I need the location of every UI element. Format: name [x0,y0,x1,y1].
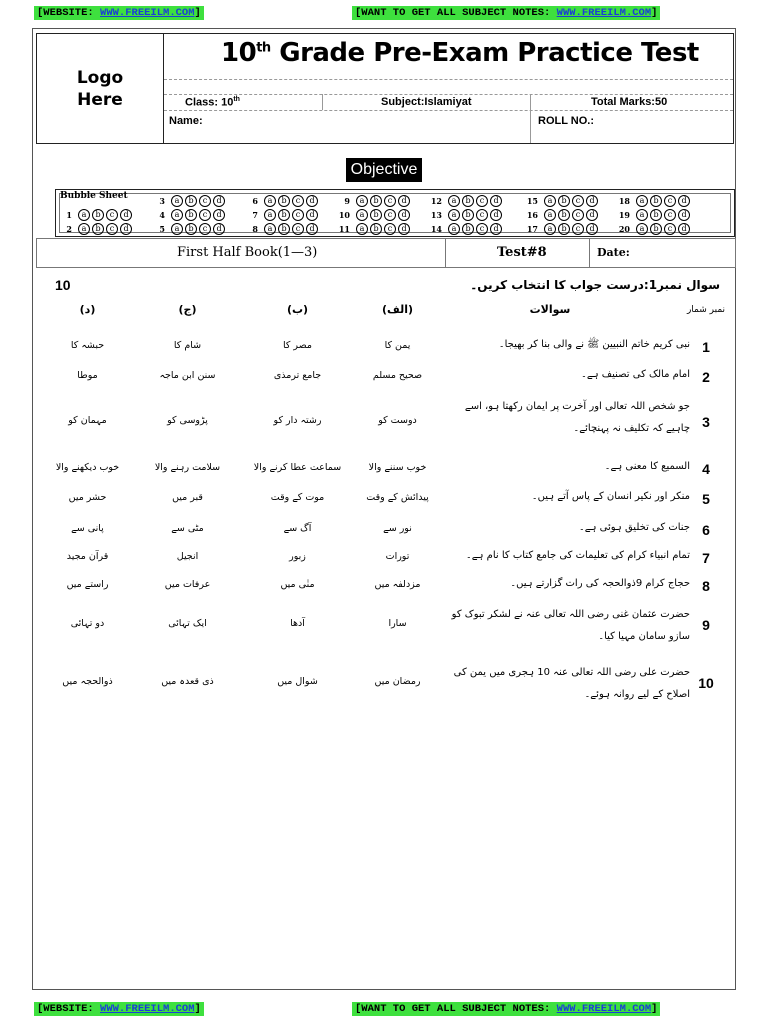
bubble-question [151,208,227,221]
bubble-question-number: 5 [159,223,165,234]
bubble-option[interactable]: c [476,195,488,207]
bubble-option[interactable]: c [664,209,676,221]
bubble-option[interactable]: c [292,195,304,207]
option-d[interactable]: ذوالحجہ میں [62,676,113,687]
section-heading: سوال نمبر1:درست جواب کا انتخاب کریں۔ [470,278,720,292]
title-superscript: th [256,40,271,56]
bubble-question-number: 3 [159,195,165,206]
bubble-question-number: 11 [338,223,350,234]
bubble-option[interactable]: b [650,209,662,221]
bubble-option[interactable]: d [490,195,502,207]
bubble-question [524,208,600,221]
bubble-option[interactable]: d [213,209,225,221]
option-d[interactable]: دو تہائی [70,618,105,629]
bubble-option[interactable]: c [572,195,584,207]
option-d[interactable]: راستے میں [66,579,109,590]
bubble-option[interactable]: a [78,209,90,221]
bubble-question [428,208,504,221]
bubble-option[interactable]: a [171,223,183,235]
bubble-option[interactable]: c [476,209,488,221]
option-a[interactable]: یمن کا [384,340,411,351]
bubble-option[interactable]: b [650,195,662,207]
bubble-option[interactable]: a [544,223,556,235]
bubble-option[interactable]: c [384,195,396,207]
subject-field: Subject:Islamiyat [381,96,472,108]
option-b[interactable]: جامع ترمذی [273,370,322,381]
bubble-option[interactable]: c [292,209,304,221]
bubble-question [151,194,227,207]
bubble-option[interactable]: d [213,223,225,235]
banner-suffix: ] [651,1003,658,1015]
question-number: 10 [698,675,714,691]
bubble-question-number: 18 [618,195,630,206]
option-d[interactable]: مہمان کو [68,415,107,426]
bubble-option[interactable]: a [356,209,368,221]
header-divider [164,110,733,111]
option-d[interactable]: موطا [77,370,98,381]
bubble-question [58,208,134,221]
option-a[interactable]: سارا [388,618,407,629]
bubble-option[interactable]: b [462,223,474,235]
bubble-option[interactable]: a [448,223,460,235]
option-a[interactable]: پیدائش کے وقت [366,492,429,503]
website-link[interactable]: WWW.FREEILM.COM [100,1003,195,1015]
option-b[interactable]: زبور [289,551,306,562]
option-d[interactable]: پانی سے [71,523,104,534]
bubble-question-number: 19 [618,209,630,220]
bubble-option[interactable]: d [678,223,690,235]
bubble-question [58,222,134,235]
class-label: Class: 10 [185,96,234,109]
bubble-option[interactable]: b [185,223,197,235]
bubble-option[interactable]: b [650,223,662,235]
bubble-sheet-label: Bubble Sheet [60,191,128,201]
question-number: 1 [702,339,710,355]
bubble-option[interactable]: a [448,195,460,207]
question-number: 2 [702,369,710,385]
option-a[interactable]: مزدلفہ میں [374,579,421,590]
bubble-option[interactable]: d [490,223,502,235]
section-marks: 10 [55,277,71,293]
bubble-sheet [55,189,735,237]
bubble-option[interactable]: d [120,209,132,221]
bubble-option[interactable]: d [120,223,132,235]
cell-divider [530,94,531,143]
question-number: 4 [702,461,710,477]
bubble-option[interactable]: d [490,209,502,221]
bubble-option[interactable]: b [462,209,474,221]
option-b[interactable]: سماعت عطا کرنے والا [253,462,342,473]
option-d[interactable]: حبشہ کا [70,340,105,351]
bubble-question-number: 9 [344,195,350,206]
bubble-option[interactable]: b [278,223,290,235]
bubble-option[interactable]: d [398,223,410,235]
class-field [185,96,240,109]
website-banner-bottom [34,1002,204,1016]
bubble-option[interactable]: a [544,195,556,207]
bubble-option[interactable]: b [370,209,382,221]
bubble-question-number: 8 [252,223,258,234]
bubble-question-number: 7 [252,209,258,220]
info-divider [445,239,446,267]
title-number: 10 [221,38,257,68]
info-row [36,238,736,268]
notes-link[interactable]: WWW.FREEILM.COM [556,7,652,19]
question-number: 8 [702,578,710,594]
bubble-option[interactable]: c [476,223,488,235]
question-text: منکر اور نکیر انسان کے پاس آتے ہیں۔ [531,491,690,502]
bubble-question [616,222,692,235]
info-divider [589,239,590,267]
bubble-option[interactable]: c [199,209,211,221]
bubble-option[interactable]: b [185,209,197,221]
bubble-option[interactable]: a [636,223,648,235]
question-text: امام مالک کی تصنیف ہے۔ [580,369,690,380]
bubble-option[interactable]: c [572,209,584,221]
option-c[interactable]: انجیل [176,551,199,562]
header-divider [164,79,733,80]
option-b[interactable]: آدھا [290,618,305,629]
question-number: 7 [702,550,710,566]
bubble-option[interactable]: d [306,195,318,207]
bubble-question-number: 13 [430,209,442,220]
website-link[interactable]: WWW.FREEILM.COM [100,7,195,19]
option-b[interactable]: مصر کا [282,340,312,351]
question-number: 3 [702,414,710,430]
bubble-question-number: 1 [66,209,72,220]
logo-line-2: Here [77,89,123,110]
banner-suffix: ] [194,7,201,19]
question-text: جو شخص اللہ تعالی اور آخرت پر ایمان رکھتا ہو، اسے چاہیے کہ تکلیف نہ پہنچائے۔ [464,401,690,434]
logo-placeholder [37,34,164,143]
banner-prefix: [WEBSITE: [37,7,101,19]
bubble-option[interactable]: c [664,223,676,235]
banner-prefix: [WANT TO GET ALL SUBJECT NOTES: [355,7,557,19]
option-a[interactable]: رمضان میں [374,676,421,687]
bubble-option[interactable]: d [586,195,598,207]
question-text: جنات کی تخلیق ہوئی ہے۔ [578,522,690,533]
option-b[interactable]: منٰی میں [280,579,315,590]
bubble-question-number: 15 [526,195,538,206]
bubble-option[interactable]: b [92,223,104,235]
bubble-option[interactable]: a [264,223,276,235]
option-c[interactable]: شام کا [173,340,202,351]
option-c[interactable]: سنن ابن ماجہ [159,370,216,381]
bubble-question [524,194,600,207]
bubble-option[interactable]: a [636,195,648,207]
bubble-option[interactable]: b [278,209,290,221]
banner-suffix: ] [651,7,658,19]
option-d[interactable]: قرآن مجید [66,551,109,562]
bubble-question-number: 6 [252,195,258,206]
bubble-question [428,194,504,207]
bubble-option[interactable]: b [92,209,104,221]
bubble-question [336,194,412,207]
bubble-option[interactable]: a [544,209,556,221]
question-text: السمیع کا معنی ہے۔ [604,461,690,472]
bubble-question-number: 4 [159,209,165,220]
bubble-option[interactable]: b [558,195,570,207]
logo-line-1: Logo [76,67,124,88]
option-c[interactable]: پڑوسی کو [167,415,208,426]
question-text: حضرت علی رضی اللہ تعالی عنہ 10 ہجری میں یمن کی اصلاح کے لیے روانہ ہوئے۔ [453,667,690,700]
bubble-option[interactable]: a [171,195,183,207]
bubble-question-number: 12 [430,195,442,206]
name-field[interactable]: Name: [169,115,203,127]
col-questions-header: سوالات [529,303,571,316]
bubble-question-number: 20 [618,223,630,234]
question-text: حجاج کرام 9ذوالحجہ کی رات گزارتے ہیں۔ [510,578,690,589]
bubble-option[interactable]: c [106,223,118,235]
option-c[interactable]: سلامت رہنے والا [154,462,221,473]
col-d-header: (د) [79,303,96,316]
bubble-question [524,222,600,235]
date-field[interactable]: Date: [597,246,630,259]
bubble-option[interactable]: b [558,223,570,235]
question-number: 5 [702,491,710,507]
bubble-question [336,222,412,235]
option-c[interactable]: قبر میں [172,492,203,503]
bubble-option[interactable]: c [292,223,304,235]
bubble-option[interactable]: d [398,195,410,207]
question-text: حضرت عثمان غنی رضی اللہ تعالی عنہ نے لشکر تبوک کو سازو سامان مہیا کیا۔ [451,609,690,642]
option-c[interactable]: مٹی سے [171,523,204,534]
bubble-option[interactable]: a [356,195,368,207]
bubble-option[interactable]: d [678,195,690,207]
option-a[interactable]: خوب سننے والا [368,462,427,473]
bubble-option[interactable]: a [264,195,276,207]
page-title [221,38,699,68]
option-a[interactable]: دوست کو [378,415,417,426]
bubble-option[interactable]: a [78,223,90,235]
col-c-header: (ج) [178,303,197,316]
banner-prefix: [WEBSITE: [37,1003,101,1015]
question-number: 9 [702,617,710,633]
col-serial-header: نمبر شمار [686,305,726,315]
option-b[interactable]: موت کے وقت [270,492,325,503]
bubble-option[interactable]: d [678,209,690,221]
cell-divider [322,94,323,110]
option-c[interactable]: ایک تہائی [168,618,207,629]
banner-suffix: ] [194,1003,201,1015]
option-a[interactable]: نور سے [383,523,412,534]
bubble-option[interactable]: d [586,209,598,221]
option-b[interactable]: شوال میں [277,676,318,687]
bubble-option[interactable]: a [171,209,183,221]
bubble-question [336,208,412,221]
option-b[interactable]: آگ سے [283,523,312,534]
bubble-question-number: 14 [430,223,442,234]
bubble-question [244,222,320,235]
bubble-option[interactable]: c [199,195,211,207]
col-b-header: (ب) [286,303,309,316]
notes-link[interactable]: WWW.FREEILM.COM [556,1003,652,1015]
book-range: First Half Book(1—3) [177,245,318,260]
title-text: Grade Pre-Exam Practice Test [270,38,699,68]
col-a-header: (الف) [381,303,414,316]
bubble-question-number: 10 [338,209,350,220]
option-d[interactable]: خوب دیکھنے والا [55,462,120,473]
bubble-option[interactable]: a [448,209,460,221]
bubble-option[interactable]: d [586,223,598,235]
bubble-option[interactable]: d [306,223,318,235]
bubble-option[interactable]: c [572,223,584,235]
option-c[interactable]: عرفات میں [164,579,211,590]
option-d[interactable]: حشر میں [68,492,107,503]
total-marks-field: Total Marks:50 [591,96,668,108]
option-a[interactable]: تورات [385,551,410,562]
notes-banner-bottom [352,1002,660,1016]
bubble-question-number: 17 [526,223,538,234]
bubble-option[interactable]: b [185,195,197,207]
header-divider [164,94,733,95]
option-a[interactable]: صحیح مسلم [372,370,423,381]
bubble-question [428,222,504,235]
bubble-question [616,194,692,207]
bubble-option[interactable]: a [636,209,648,221]
bubble-option[interactable]: a [264,209,276,221]
bubble-option[interactable]: d [306,209,318,221]
bubble-option[interactable]: b [370,223,382,235]
bubble-question [244,208,320,221]
objective-label: Objective [346,158,422,182]
option-b[interactable]: رشتہ دار کو [273,415,322,426]
bubble-option[interactable]: c [384,223,396,235]
bubble-question-number: 16 [526,209,538,220]
bubble-option[interactable]: a [356,223,368,235]
question-number: 6 [702,522,710,538]
bubble-option[interactable]: b [558,209,570,221]
bubble-question [616,208,692,221]
roll-number-field[interactable]: ROLL NO.: [538,115,595,127]
bubble-option[interactable]: d [213,195,225,207]
bubble-option[interactable]: c [384,209,396,221]
notes-banner-top [352,6,660,20]
website-banner-top [34,6,204,20]
class-superscript: th [233,96,240,103]
question-text: نبی کریم خاتم النبیین ﷺ نے والی بنا کر بھیجا۔ [498,339,690,350]
bubble-option[interactable]: b [370,195,382,207]
test-number: Test#8 [497,245,547,260]
bubble-option[interactable]: d [398,209,410,221]
option-c[interactable]: ذی قعدہ میں [161,676,214,687]
bubble-option[interactable]: c [664,195,676,207]
bubble-question [244,194,320,207]
bubble-option[interactable]: b [278,195,290,207]
banner-prefix: [WANT TO GET ALL SUBJECT NOTES: [355,1003,557,1015]
bubble-option[interactable]: c [106,209,118,221]
bubble-option[interactable]: b [462,195,474,207]
header-table [36,33,734,144]
question-text: تمام انبیاء کرام کی تعلیمات کی جامع کتاب کا نام ہے۔ [465,550,690,561]
bubble-question [151,222,227,235]
bubble-question-number: 2 [66,223,72,234]
bubble-option[interactable]: c [199,223,211,235]
